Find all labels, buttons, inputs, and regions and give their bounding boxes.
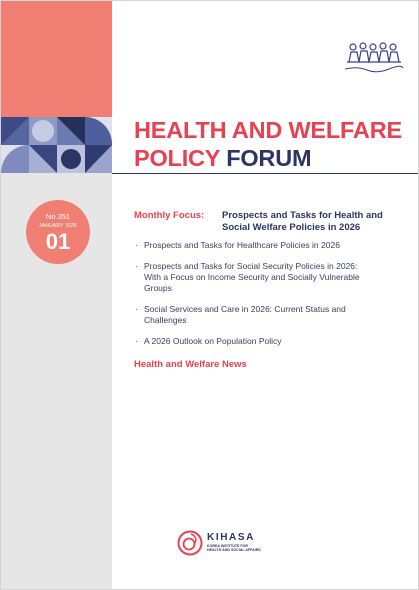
title-divider xyxy=(112,173,418,174)
article-item: · Prospects and Tasks for Healthcare Policies in 2026 xyxy=(134,240,374,251)
geometric-pattern xyxy=(1,117,112,173)
article-item: · A 2026 Outlook on Population Policy xyxy=(134,336,374,347)
kihasa-subtitle-line-2: HEALTH AND SOCIAL AFFAIRS xyxy=(207,548,261,553)
news-section-heading: Health and Welfare News xyxy=(134,359,247,370)
article-item: · Social Services and Care in 2026: Current Status and Challenges xyxy=(134,304,374,326)
article-item: · Prospects and Tasks for Social Security Policies in 2026: With a Focus on Income Security and Socially Vulnerable Groups xyxy=(134,261,374,294)
salmon-block xyxy=(1,1,112,117)
kihasa-subtitle xyxy=(207,544,267,553)
issue-count: 01 xyxy=(45,229,71,254)
title-line-1: HEALTH AND WELFARE xyxy=(134,117,402,143)
kihasa-mark-icon xyxy=(176,529,204,557)
publication-title xyxy=(134,116,402,172)
kihasa-subtitle-line-1: KOREA INSTITUTE FOR xyxy=(207,544,248,548)
title-line-2-navy: FORUM xyxy=(226,145,312,171)
korean-emblem-logo xyxy=(337,42,409,74)
monthly-focus-title: Prospects and Tasks for Health and Social Welfare Policies in 2026 xyxy=(222,210,383,233)
title-line-2-red: POLICY xyxy=(134,145,227,171)
issue-badge xyxy=(26,200,90,264)
kihasa-logo xyxy=(176,529,276,559)
kihasa-name: KIHASA xyxy=(207,532,255,543)
issue-number: No.351 xyxy=(45,212,71,221)
issue-month: JANUARY 2026 xyxy=(38,223,78,229)
article-list xyxy=(134,240,374,357)
monthly-focus-label: Monthly Focus: xyxy=(134,210,205,221)
